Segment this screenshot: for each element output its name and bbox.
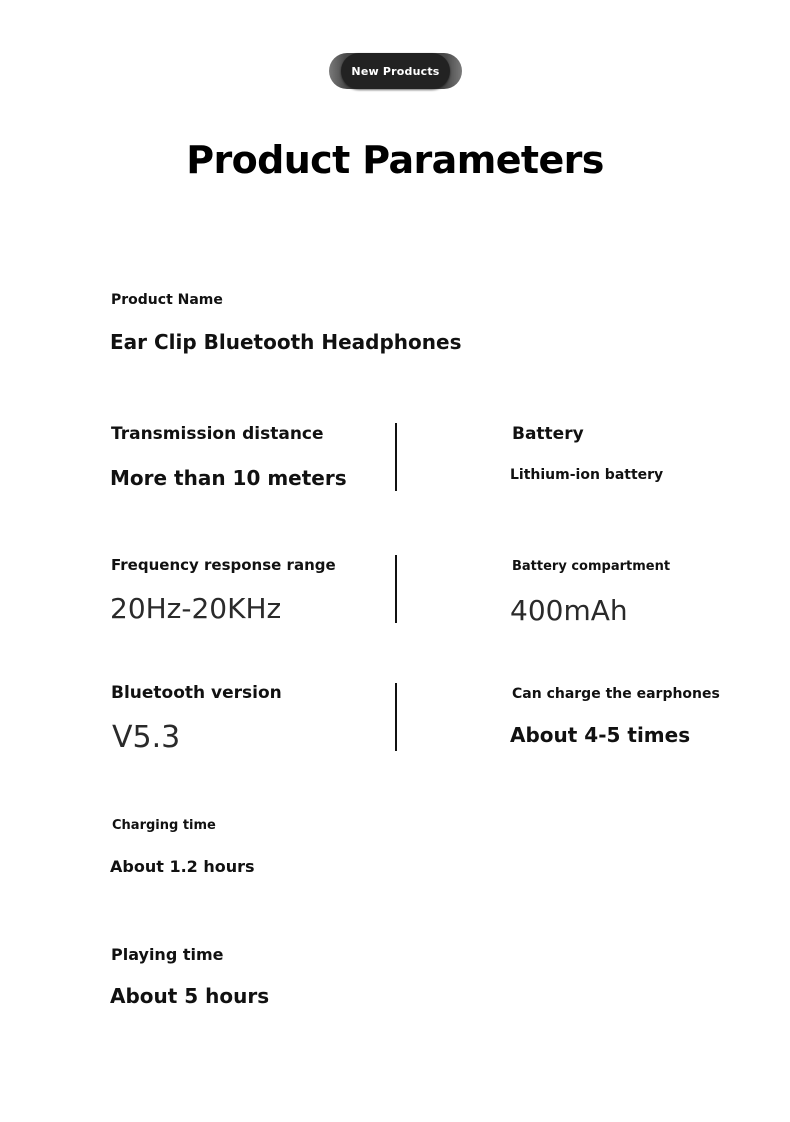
charge-earphones-value: About 4-5 times — [510, 723, 691, 747]
charge-earphones-label: Can charge the earphones — [512, 686, 720, 702]
product-name-value: Ear Clip Bluetooth Headphones — [110, 330, 462, 354]
page-title: Product Parameters — [186, 138, 604, 182]
battery-compartment-value: 400mAh — [510, 594, 628, 627]
new-products-badge-frame — [329, 53, 462, 89]
divider-row-1 — [395, 423, 397, 491]
battery-value: Lithium-ion battery — [510, 467, 664, 483]
charging-time-label: Charging time — [112, 818, 216, 833]
playing-time-value: About 5 hours — [110, 984, 270, 1008]
bluetooth-version-value: V5.3 — [112, 720, 181, 755]
transmission-distance-label: Transmission distance — [111, 424, 324, 444]
transmission-distance-value: More than 10 meters — [110, 466, 347, 490]
new-products-badge — [341, 53, 450, 89]
battery-label: Battery — [512, 424, 584, 444]
playing-time-label: Playing time — [111, 945, 224, 964]
charging-time-value: About 1.2 hours — [110, 857, 255, 876]
frequency-response-value: 20Hz-20KHz — [110, 592, 282, 625]
bluetooth-version-label: Bluetooth version — [111, 683, 282, 703]
frequency-response-label: Frequency response range — [111, 556, 336, 574]
product-name-label: Product Name — [111, 292, 223, 308]
divider-row-2 — [395, 555, 397, 623]
battery-compartment-label: Battery compartment — [512, 559, 671, 574]
divider-row-3 — [395, 683, 397, 751]
new-products-badge-label: New Products — [351, 64, 440, 78]
